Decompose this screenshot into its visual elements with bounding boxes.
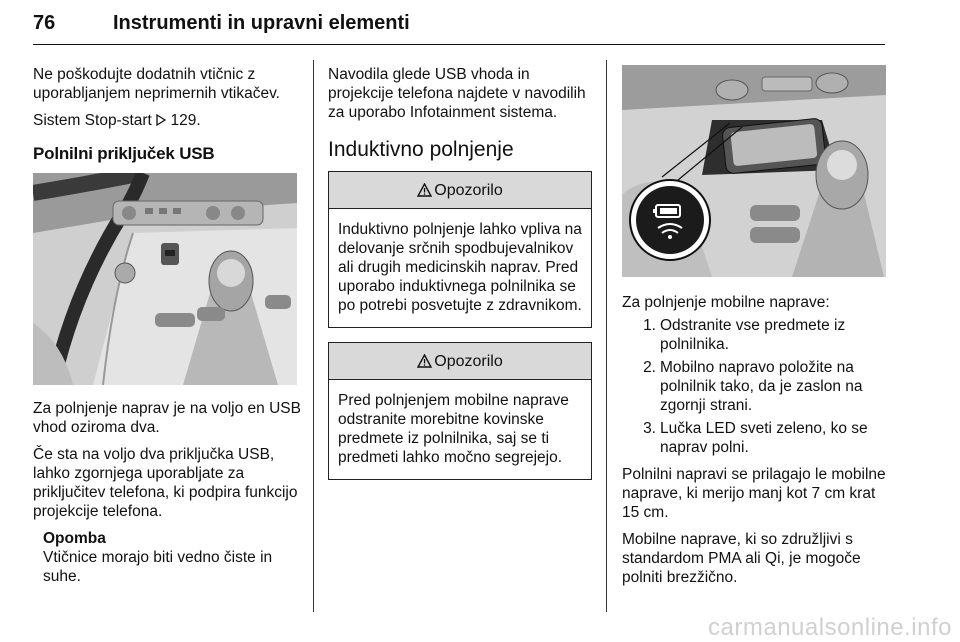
right-column: [622, 65, 886, 595]
section-heading: Polnilni priključek USB: [33, 144, 215, 163]
step-number: 1.: [643, 317, 656, 334]
steps-list: [622, 316, 886, 457]
warning-header: [329, 172, 591, 209]
warning-text: Pred polnjenjem mobilne naprave odstranite morebitne kovinske predmete iz polnilnika, saj se ti predmeti lahko močno segrejejo.: [338, 392, 569, 466]
warning-triangle-icon: [417, 354, 432, 368]
paragraph: Za polnjenje mobilne naprave:: [622, 294, 830, 311]
arrow-ref-icon: [156, 114, 166, 126]
column-divider: [606, 60, 607, 612]
paragraph: Če sta na voljo dva priključka USB, lahko zgornjega uporabljate za priključitev telefona, ki podpira funkcijo projekcije telefona.: [33, 446, 298, 520]
section-heading: Induktivno polnjenje: [328, 138, 514, 161]
page-header: [33, 4, 885, 45]
paragraph: Navodila glede USB vhoda in projekcije telefona najdete v navodilih za uporabo Infotainment sistema.: [328, 66, 586, 121]
middle-column: [328, 65, 592, 494]
paragraph: Mobilne naprave, ki so združljivi s standardom PMA ali Qi, je mogoče polniti brezžično.: [622, 531, 861, 586]
inductive-charger-illustration: [622, 65, 886, 277]
step-text: Lučka LED sveti zeleno, ko se naprav polni.: [660, 420, 868, 456]
step-number: 2.: [643, 359, 656, 376]
list-item: [622, 419, 886, 457]
warning-box: [328, 171, 592, 328]
reference-paragraph: [33, 111, 301, 130]
warning-box: [328, 342, 592, 480]
usb-illustration: [33, 173, 297, 385]
page-number: 76: [33, 12, 56, 34]
step-text: Odstranite vse predmete iz polnilnika.: [660, 317, 846, 353]
page-title: Instrumenti in upravni elementi: [113, 12, 410, 34]
paragraph: Za polnjenje naprav je na voljo en USB vhod oziroma dva.: [33, 400, 301, 436]
column-divider: [313, 60, 314, 612]
step-number: 3.: [643, 420, 656, 437]
warning-triangle-icon: [417, 183, 432, 197]
note-text: Vtičnice morajo biti vedno čiste in suhe.: [43, 549, 273, 585]
reference-label: Sistem Stop-start: [33, 112, 152, 129]
warning-title: Opozorilo: [434, 352, 503, 370]
warning-text: Induktivno polnjenje lahko vpliva na delovanje srčnih spodbujevalnikov ali drugih medicinskih naprav. Pred uporabo induktivnega polnilnika se po potrebi posvetujte z zdravnikom.: [338, 221, 582, 314]
warning-title: Opozorilo: [434, 181, 503, 199]
reference-page: 129.: [170, 112, 201, 129]
step-text: Mobilno napravo položite na polnilnik tako, da je zaslon na zgornji strani.: [660, 359, 863, 414]
note-title: Opomba: [43, 530, 106, 547]
paragraph: Polnilni napravi se prilagajo le mobilne naprave, ki merijo manj kot 7 cm krat 15 cm.: [622, 466, 886, 521]
watermark: carmanualsonline.info: [708, 614, 952, 641]
paragraph: Ne poškodujte dodatnih vtičnic z uporabljanjem neprimernih vtikačev.: [33, 66, 280, 102]
list-item: [622, 358, 886, 415]
warning-header: [329, 343, 591, 380]
left-column: [33, 65, 301, 586]
note-block: [43, 529, 301, 586]
list-item: [622, 316, 886, 354]
